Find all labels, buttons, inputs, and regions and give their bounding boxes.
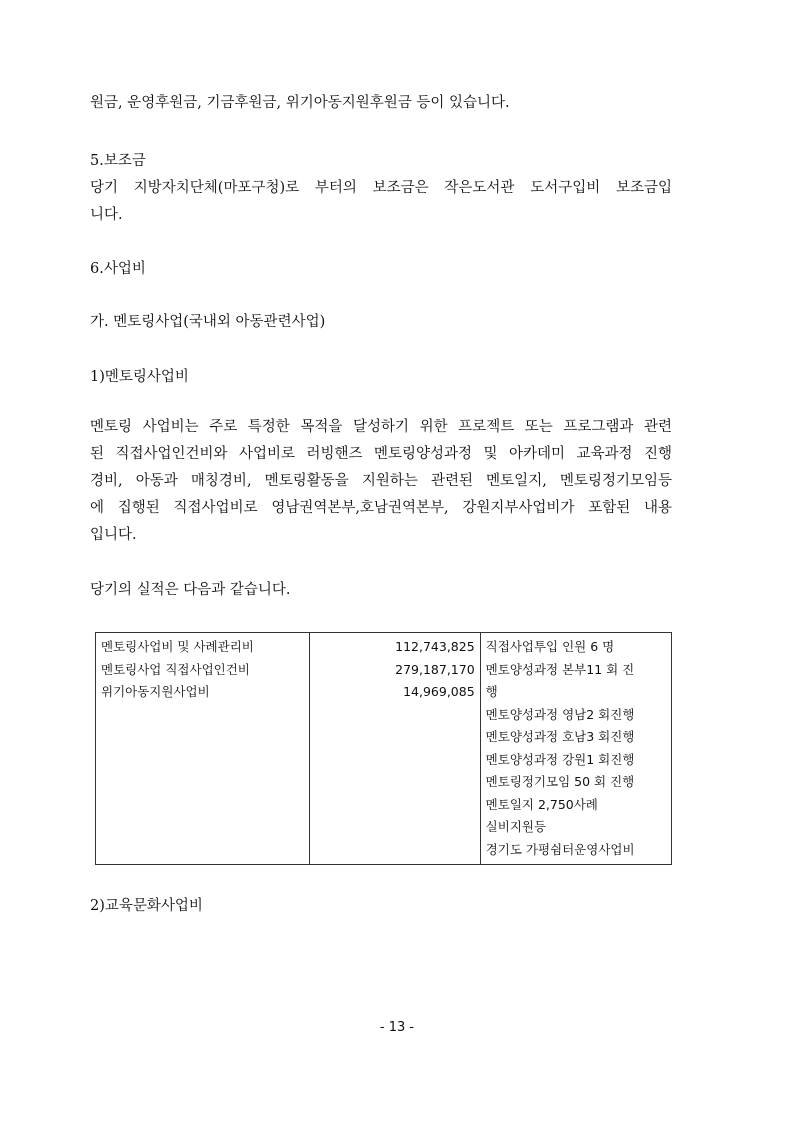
detail-line: 멘토양성과정 영남2 회진행 bbox=[485, 706, 635, 722]
detail-cell bbox=[480, 633, 671, 865]
item-amount: 112,743,825 bbox=[395, 639, 475, 654]
mentoring-description-paragraph bbox=[90, 414, 672, 549]
item-amount: 14,969,085 bbox=[403, 684, 475, 699]
item-name: 멘토링사업비 및 사례관리비 bbox=[101, 639, 254, 654]
description-line: 에 집행된 직접사업비로 영남권역본부,호남권역본부, 강원지부사업비가 포함된 내용 bbox=[90, 500, 672, 516]
education-culture-heading: 2)교육문화사업비 bbox=[90, 898, 203, 914]
results-intro: 당기의 실적은 다음과 같습니다. bbox=[90, 582, 291, 598]
item-name: 멘토링사업 직접사업인건비 bbox=[101, 661, 250, 677]
description-line: 입니다. bbox=[90, 527, 137, 543]
description-line: 경비, 아동과 매칭경비, 멘토링활동을 지원하는 관련된 멘토일지, 멘토링정기모임등 bbox=[90, 473, 672, 489]
continued-text-line: 원금, 운영후원금, 기금후원금, 위기아동지원후원금 등이 있습니다. bbox=[90, 95, 510, 111]
table-row bbox=[96, 633, 672, 865]
detail-line: 멘토링정기모임 50 회 진행 bbox=[485, 774, 635, 789]
detail-line: 멘토양성과정 호남3 회진행 bbox=[485, 729, 635, 744]
detail-line: 멘토일지 2,750사례 bbox=[485, 796, 598, 812]
subsidy-heading: 5.보조금 bbox=[90, 153, 146, 169]
detail-line: 직접사업투입 인원 6 명 bbox=[485, 639, 615, 654]
detail-line: 실비지원등 bbox=[485, 819, 547, 834]
detail-line: 멘토양성과정 본부11 회 진 bbox=[485, 661, 635, 677]
mentoring-expense-heading: 1)멘토링사업비 bbox=[90, 369, 189, 385]
description-line: 멘토링 사업비는 주로 특정한 목적을 달성하기 위한 프로젝트 또는 프로그램과 관련 bbox=[90, 419, 672, 435]
detail-line: 멘토양성과정 강원1 회진행 bbox=[485, 751, 635, 767]
results-table bbox=[95, 632, 672, 865]
business-expense-heading: 6.사업비 bbox=[90, 261, 146, 277]
section-ga-heading: 가. 멘토링사업(국내외 아동관련사업) bbox=[90, 314, 326, 330]
item-name: 위기아동지원사업비 bbox=[101, 684, 210, 699]
amount-cell bbox=[309, 633, 480, 865]
detail-line: 행 bbox=[485, 684, 498, 699]
subsidy-line: 니다. bbox=[90, 207, 123, 223]
item-cell bbox=[96, 633, 310, 865]
page-number: - 13 - bbox=[379, 1020, 415, 1035]
subsidy-line: 당기 지방자치단체(마포구청)로 부터의 보조금은 작은도서관 도서구입비 보조금입 bbox=[90, 180, 672, 196]
detail-line: 경기도 가평쉼터운영사업비 bbox=[485, 841, 635, 857]
description-line: 된 직접사업인건비와 사업비로 러빙핸즈 멘토링양성과정 및 아카데미 교육과정 진행 bbox=[90, 446, 672, 462]
subsidy-paragraph bbox=[90, 175, 672, 229]
item-amount: 279,187,170 bbox=[395, 661, 475, 677]
